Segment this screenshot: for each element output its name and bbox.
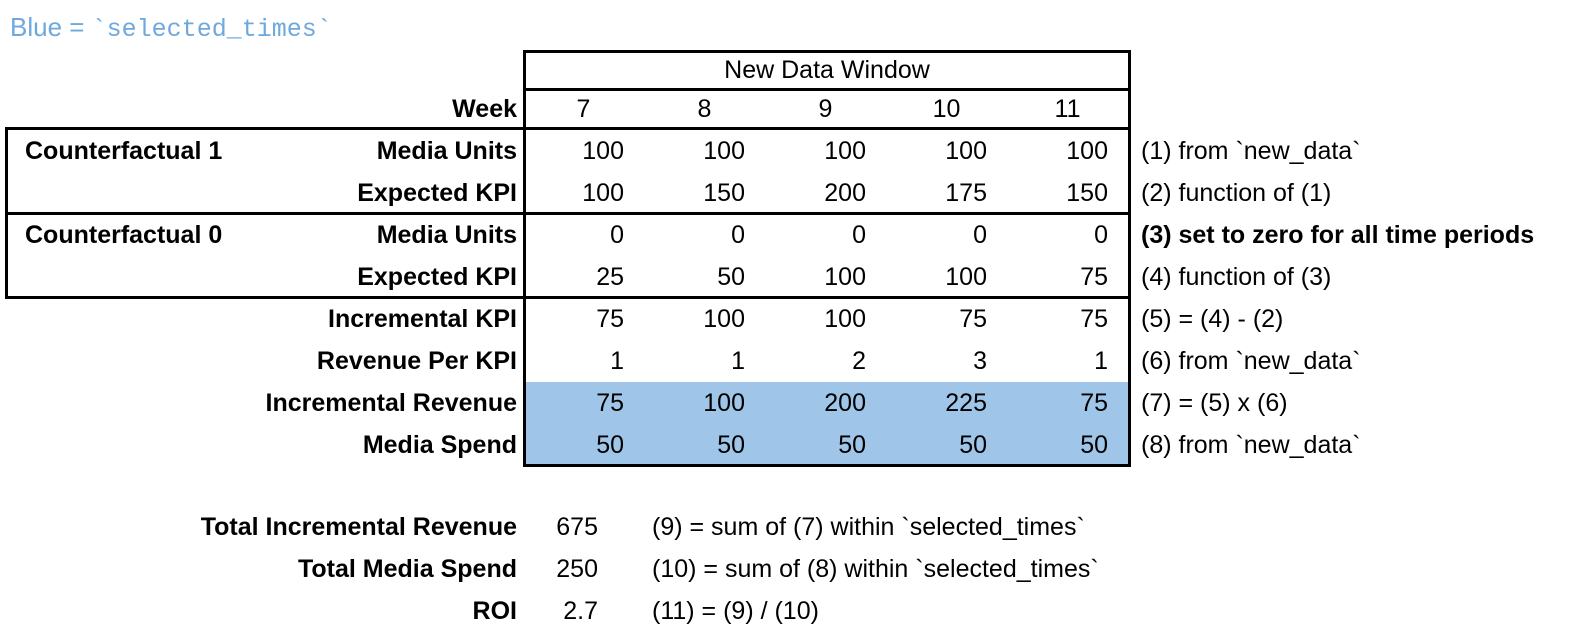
cell: 100 — [945, 263, 987, 291]
row-annotation: (8) from `new_data` — [1141, 431, 1361, 459]
week-column-header: 11 — [1054, 95, 1081, 123]
row-label: Media Units — [376, 221, 517, 249]
cell: 50 — [959, 431, 987, 459]
week-column-header: 9 — [818, 95, 833, 123]
row-annotation: (5) = (4) - (2) — [1141, 305, 1284, 333]
group-label-counterfactual-0: Counterfactual 0 — [25, 221, 223, 249]
cell: 200 — [824, 179, 866, 207]
total-row-incremental-revenue — [0, 506, 1588, 548]
cell: 0 — [1094, 221, 1108, 249]
week-column-header: 10 — [932, 95, 961, 123]
cell: 100 — [1066, 137, 1108, 165]
cell: 225 — [945, 389, 987, 417]
cell: 75 — [1080, 305, 1108, 333]
cell: 75 — [1080, 389, 1108, 417]
cell: 1 — [610, 347, 624, 375]
row-annotation: (7) = (5) x (6) — [1141, 389, 1288, 417]
cell: 100 — [703, 305, 745, 333]
row-annotation: (1) from `new_data` — [1141, 137, 1361, 165]
cell: 100 — [824, 263, 866, 291]
legend — [10, 10, 332, 44]
cell: 50 — [717, 431, 745, 459]
table-row-media-units-cf0 — [0, 214, 1588, 256]
cell: 200 — [824, 389, 866, 417]
cell: 75 — [596, 389, 624, 417]
row-label: Media Units — [376, 137, 517, 165]
cell: 0 — [610, 221, 624, 249]
table-row-incremental-kpi — [0, 298, 1588, 340]
row-label: Expected KPI — [357, 263, 517, 291]
row-label: Expected KPI — [357, 179, 517, 207]
total-row-roi — [0, 590, 1588, 632]
row-label: Incremental KPI — [328, 305, 517, 333]
cell: 1 — [1094, 347, 1108, 375]
table-row-expected-kpi-cf1 — [0, 172, 1588, 214]
row-annotation: (2) function of (1) — [1141, 179, 1332, 207]
cell: 50 — [1080, 431, 1108, 459]
total-annotation: (10) = sum of (8) within `selected_times` — [652, 555, 1099, 583]
total-annotation: (9) = sum of (7) within `selected_times` — [652, 513, 1085, 541]
row-annotation: (4) function of (3) — [1141, 263, 1332, 291]
row-annotation: (6) from `new_data` — [1141, 347, 1361, 375]
legend-code-selected-times: `selected_times` — [91, 15, 332, 44]
row-label: Media Spend — [362, 431, 517, 459]
total-value: 250 — [556, 555, 598, 583]
cell: 100 — [703, 389, 745, 417]
row-annotation: (3) set to zero for all time periods — [1141, 221, 1535, 249]
cell: 75 — [1080, 263, 1108, 291]
new-data-window-header: New Data Window — [724, 56, 930, 84]
cell: 0 — [973, 221, 987, 249]
cell: 25 — [596, 263, 624, 291]
row-label: Revenue Per KPI — [316, 347, 517, 375]
week-column-header: 8 — [697, 95, 712, 123]
week-column-header: 7 — [576, 95, 591, 123]
cell: 50 — [838, 431, 866, 459]
cell: 150 — [1066, 179, 1108, 207]
table-row-media-spend — [0, 424, 1588, 466]
cell: 75 — [596, 305, 624, 333]
row-label: Incremental Revenue — [265, 389, 517, 417]
cell: 0 — [731, 221, 745, 249]
total-annotation: (11) = (9) / (10) — [652, 597, 819, 625]
table-row-expected-kpi-cf0 — [0, 256, 1588, 298]
cell: 3 — [973, 347, 987, 375]
table-row-incremental-revenue — [0, 382, 1588, 424]
total-value: 675 — [556, 513, 598, 541]
total-row-media-spend — [0, 548, 1588, 590]
total-label: Total Incremental Revenue — [200, 513, 517, 541]
legend-prefix: Blue = — [10, 12, 92, 42]
cell: 100 — [703, 137, 745, 165]
cell: 175 — [945, 179, 987, 207]
cell: 1 — [731, 347, 745, 375]
cell: 100 — [582, 179, 624, 207]
cell: 0 — [852, 221, 866, 249]
cell: 50 — [717, 263, 745, 291]
cell: 50 — [596, 431, 624, 459]
table-row-revenue-per-kpi — [0, 340, 1588, 382]
cell: 150 — [703, 179, 745, 207]
total-label: Total Media Spend — [298, 555, 517, 583]
cell: 75 — [959, 305, 987, 333]
total-value: 2.7 — [563, 597, 598, 625]
table-row-media-units-cf1 — [0, 130, 1588, 172]
week-header-row — [0, 91, 1588, 127]
group-label-counterfactual-1: Counterfactual 1 — [25, 137, 223, 165]
total-label: ROI — [472, 597, 517, 625]
cell: 100 — [824, 137, 866, 165]
cell: 2 — [852, 347, 866, 375]
cell: 100 — [824, 305, 866, 333]
cell: 100 — [945, 137, 987, 165]
week-label: Week — [452, 95, 517, 123]
cell: 100 — [582, 137, 624, 165]
